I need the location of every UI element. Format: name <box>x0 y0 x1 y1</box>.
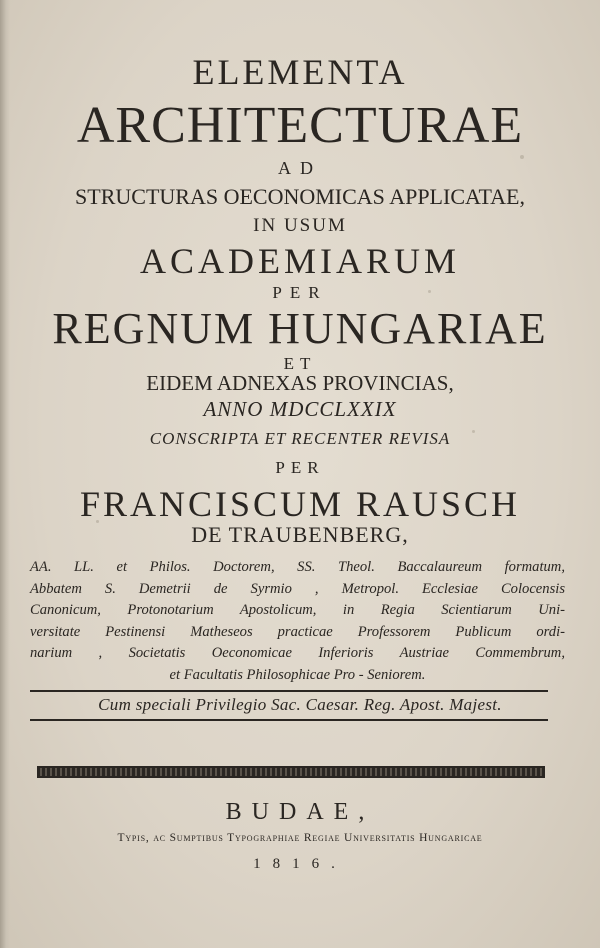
ornamental-rule <box>37 766 545 778</box>
title-line-per-author: PER <box>275 458 325 477</box>
author-title-line: Canonicum, Protonotarium Apostolicum, in Regia Scientiarum Uni- <box>30 602 565 618</box>
author-title-line: versitate Pestinensi Matheseos practicae Professorem Publicum ordi- <box>30 623 565 640</box>
title-line-et: ET <box>283 354 317 373</box>
author-name: FRANCISCUM RAUSCH <box>79 484 521 524</box>
author-surname-line: DE TRAUBENBERG, <box>191 522 409 547</box>
author-title-line: Abbatem S. Demetrii de Syrmio , Metropol. Ecclesiae Colocensis <box>30 580 565 597</box>
title-line-architecturae: ARCHITECTURAE <box>76 97 524 154</box>
privilege-rule-bottom <box>30 719 548 721</box>
imprint-printer: Typis, ac Sumptibus Typographiae Regiae Universitatis Hungaricae <box>117 832 483 844</box>
title-line-in-usum: IN USUM <box>253 215 347 236</box>
author-title-line: et Facultatis Philosophicae Pro - Seniorem. <box>169 666 426 683</box>
author-titles <box>30 557 565 686</box>
foxing-spot <box>472 430 475 433</box>
privilege-rule-top <box>30 690 548 692</box>
title-line-academiarum: ACADEMIARUM <box>139 241 460 281</box>
title-line-structuras: STRUCTURAS OECONOMICAS APPLICATAE, <box>75 184 525 209</box>
privilege-line: Cum speciali Privilegio Sac. Caesar. Reg. Apost. Majest. <box>98 695 502 714</box>
foxing-spot <box>96 520 99 523</box>
author-title-line: narium , Societatis Oeconomicae Inferioris Austriae Commembrum, <box>30 645 565 661</box>
title-line-eidem: EIDEM ADNEXAS PROVINCIAS, <box>146 371 454 395</box>
foxing-spot <box>520 155 524 159</box>
title-line-anno: ANNO MDCCLXXIX <box>203 397 397 421</box>
title-line-elementa: ELEMENTA <box>192 52 408 92</box>
author-title-line: AA. LL. et Philos. Doctorem, SS. Theol. Baccalaureum formatum, <box>30 559 565 575</box>
title-line-conscripta: CONSCRIPTA ET RECENTER REVISA <box>149 429 451 448</box>
imprint-year: 1816. <box>253 856 347 872</box>
imprint-city: BUDAE, <box>225 799 375 825</box>
foxing-spot <box>428 290 431 293</box>
title-line-ad: AD <box>278 158 322 178</box>
title-line-regnum-hungariae: REGNUM HUNGARIAE <box>52 304 548 353</box>
title-line-per: PER <box>272 283 328 302</box>
